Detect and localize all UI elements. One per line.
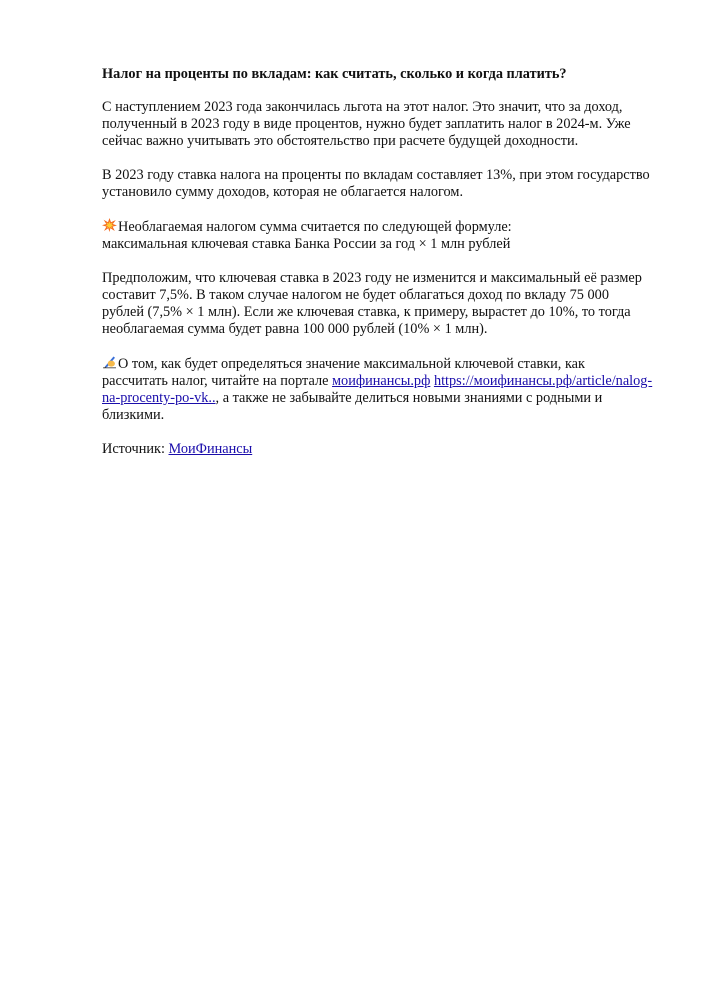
paragraph-line: Предположим, что ключевая ставка в 2023 году не изменится и максимальный её размер <box>102 270 642 286</box>
writing-hand-icon <box>102 355 117 369</box>
paragraph-line: близкими. <box>102 407 165 423</box>
paragraph-line: рассчитать налог, читайте на портале <box>102 373 332 389</box>
paragraph-line: рублей (7,5% × 1 млн). Если же ключевая ставка, к примеру, вырастет до 10%, то тогда <box>102 304 631 320</box>
paragraph-example <box>102 270 662 338</box>
paragraph-line: , а также не забывайте делиться новыми знаниями с родными и <box>215 390 603 406</box>
article-url-link[interactable]: https://моифинансы.рф/article/nalog- <box>433 373 653 389</box>
paragraph-line: В 2023 году ставка налога на проценты по вкладам составляет 13%, при этом государство <box>102 167 650 183</box>
paragraph-line: полученный в 2023 году в виде процентов, нужно будет заплатить налог в 2024-м. Уже <box>102 116 631 132</box>
document-title: Налог на проценты по вкладам: как считать, сколько и когда платить? <box>102 66 567 82</box>
paragraph-line: О том, как будет определяться значение максимальной ключевой ставки, как <box>118 356 585 372</box>
formula-text: максимальная ключевая ставка Банка России за год × 1 млн рублей <box>102 236 511 252</box>
source-line <box>102 441 662 458</box>
document-page <box>102 66 662 475</box>
paragraph-formula <box>102 218 662 253</box>
paragraph-line: необлагаемая сумма будет равна 100 000 рублей (10% × 1 млн). <box>102 321 488 337</box>
source-label: Источник: <box>102 441 169 457</box>
paragraph-line: С наступлением 2023 года закончилась льгота на этот налог. Это значит, что за доход, <box>102 99 623 115</box>
article-url-link-continued[interactable]: na-procenty-po-vk.. <box>102 390 216 406</box>
formula-intro: Необлагаемая налогом сумма считается по следующей формуле: <box>118 219 512 235</box>
collision-icon <box>102 218 117 232</box>
paragraph-line: сейчас важно учитывать это обстоятельство при расчете будущей доходности. <box>102 133 579 149</box>
paragraph-rate <box>102 167 662 201</box>
paragraph-more-info <box>102 355 662 424</box>
paragraph-line: составит 7,5%. В таком случае налогом не будет облагаться доход по вкладу 75 000 <box>102 287 609 303</box>
moifinansy-link[interactable]: моифинансы.рф <box>332 373 431 389</box>
paragraph-line: установило сумму доходов, которая не облагается налогом. <box>102 184 464 200</box>
paragraph-intro <box>102 99 662 150</box>
source-link[interactable]: МоиФинансы <box>168 441 253 457</box>
